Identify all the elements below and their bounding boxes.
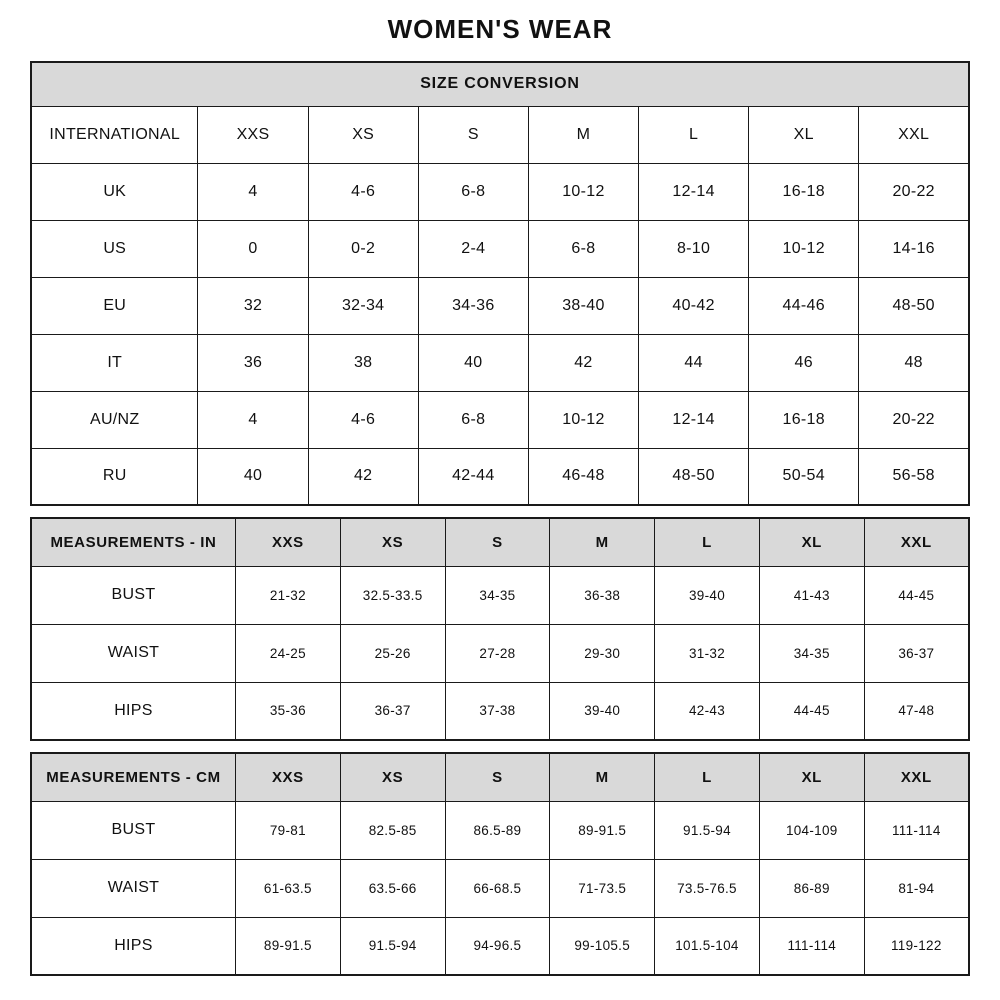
size-column-header: XL [759, 518, 864, 566]
table-row [31, 917, 969, 975]
value-cell: 29-30 [550, 624, 655, 682]
size-column-header: XS [340, 518, 445, 566]
value-cell: 37-38 [445, 682, 550, 740]
value-cell: 41-43 [759, 566, 864, 624]
size-column-header: XXL [864, 518, 969, 566]
value-cell: 39-40 [655, 566, 760, 624]
value-cell: 25-26 [340, 624, 445, 682]
value-cell: 82.5-85 [340, 801, 445, 859]
value-cell: 42 [308, 448, 418, 505]
table-row [31, 624, 969, 682]
value-cell: L [639, 106, 749, 163]
value-cell: 86.5-89 [445, 801, 550, 859]
table-row [31, 163, 969, 220]
value-cell: 6-8 [418, 163, 528, 220]
table-row [31, 682, 969, 740]
value-cell: 32.5-33.5 [340, 566, 445, 624]
value-cell: XL [749, 106, 859, 163]
row-label-cell: WAIST [31, 624, 235, 682]
row-label-cell: IT [31, 334, 198, 391]
value-cell: 39-40 [550, 682, 655, 740]
row-label-cell: UK [31, 163, 198, 220]
value-cell: S [418, 106, 528, 163]
size-conversion-table [30, 61, 970, 506]
value-cell: 42-44 [418, 448, 528, 505]
value-cell: 48-50 [639, 448, 749, 505]
row-label-cell: RU [31, 448, 198, 505]
table-title-row [31, 62, 969, 106]
value-cell: 32-34 [308, 277, 418, 334]
value-cell: 40 [198, 448, 308, 505]
value-cell: 46 [749, 334, 859, 391]
value-cell: 86-89 [759, 859, 864, 917]
value-cell: 4-6 [308, 391, 418, 448]
value-cell: XXL [859, 106, 969, 163]
size-column-header: S [445, 518, 550, 566]
value-cell: 40 [418, 334, 528, 391]
value-cell: 20-22 [859, 391, 969, 448]
value-cell: 36-38 [550, 566, 655, 624]
value-cell: 46-48 [528, 448, 638, 505]
value-cell: 2-4 [418, 220, 528, 277]
measurements-in-body [31, 566, 969, 740]
value-cell: 99-105.5 [550, 917, 655, 975]
value-cell: 10-12 [528, 391, 638, 448]
value-cell: 44-45 [759, 682, 864, 740]
size-column-header: XS [340, 753, 445, 801]
value-cell: 71-73.5 [550, 859, 655, 917]
value-cell: 47-48 [864, 682, 969, 740]
value-cell: 79-81 [235, 801, 340, 859]
value-cell: 101.5-104 [655, 917, 760, 975]
value-cell: 44-46 [749, 277, 859, 334]
value-cell: 21-32 [235, 566, 340, 624]
row-label-cell: INTERNATIONAL [31, 106, 198, 163]
size-column-header: XXS [235, 518, 340, 566]
value-cell: 61-63.5 [235, 859, 340, 917]
value-cell: 44-45 [864, 566, 969, 624]
value-cell: 32 [198, 277, 308, 334]
row-label-cell: EU [31, 277, 198, 334]
value-cell: 6-8 [418, 391, 528, 448]
value-cell: 35-36 [235, 682, 340, 740]
value-cell: 0-2 [308, 220, 418, 277]
row-label-cell: BUST [31, 566, 235, 624]
value-cell: 16-18 [749, 163, 859, 220]
size-column-header: M [550, 518, 655, 566]
value-cell: 10-12 [749, 220, 859, 277]
value-cell: 40-42 [639, 277, 749, 334]
value-cell: 38-40 [528, 277, 638, 334]
value-cell: 50-54 [749, 448, 859, 505]
value-cell: 38 [308, 334, 418, 391]
table-row [31, 859, 969, 917]
value-cell: 63.5-66 [340, 859, 445, 917]
table-row [31, 801, 969, 859]
value-cell: 89-91.5 [550, 801, 655, 859]
value-cell: 4 [198, 391, 308, 448]
value-cell: M [528, 106, 638, 163]
size-column-header: S [445, 753, 550, 801]
size-conversion-header [31, 62, 969, 106]
value-cell: 31-32 [655, 624, 760, 682]
value-cell: 24-25 [235, 624, 340, 682]
value-cell: XXS [198, 106, 308, 163]
value-cell: 4-6 [308, 163, 418, 220]
value-cell: 73.5-76.5 [655, 859, 760, 917]
value-cell: 111-114 [864, 801, 969, 859]
value-cell: 6-8 [528, 220, 638, 277]
row-label-cell: HIPS [31, 917, 235, 975]
value-cell: 34-36 [418, 277, 528, 334]
row-label-cell: HIPS [31, 682, 235, 740]
value-cell: 36-37 [340, 682, 445, 740]
size-conversion-body [31, 106, 969, 505]
value-cell: 81-94 [864, 859, 969, 917]
value-cell: 56-58 [859, 448, 969, 505]
measurements-in-table [30, 517, 970, 741]
table-header-row [31, 518, 969, 566]
measurements-cm-body [31, 801, 969, 975]
size-column-header: L [655, 518, 760, 566]
size-column-header: XXL [864, 753, 969, 801]
value-cell: 36-37 [864, 624, 969, 682]
value-cell: 14-16 [859, 220, 969, 277]
value-cell: 66-68.5 [445, 859, 550, 917]
size-conversion-title: SIZE CONVERSION [31, 62, 969, 106]
value-cell: 104-109 [759, 801, 864, 859]
table-row [31, 448, 969, 505]
value-cell: 10-12 [528, 163, 638, 220]
value-cell: 91.5-94 [340, 917, 445, 975]
table-row [31, 391, 969, 448]
value-cell: 20-22 [859, 163, 969, 220]
table-row [31, 334, 969, 391]
table-row [31, 566, 969, 624]
value-cell: 44 [639, 334, 749, 391]
size-column-header: L [655, 753, 760, 801]
value-cell: 42-43 [655, 682, 760, 740]
value-cell: 91.5-94 [655, 801, 760, 859]
size-column-header: M [550, 753, 655, 801]
value-cell: 48 [859, 334, 969, 391]
value-cell: 12-14 [639, 391, 749, 448]
size-column-header: XXS [235, 753, 340, 801]
table-row [31, 106, 969, 163]
value-cell: 4 [198, 163, 308, 220]
value-cell: 12-14 [639, 163, 749, 220]
row-label-cell: US [31, 220, 198, 277]
value-cell: 42 [528, 334, 638, 391]
row-label-cell: WAIST [31, 859, 235, 917]
value-cell: XS [308, 106, 418, 163]
table-label-header: MEASUREMENTS - IN [31, 518, 235, 566]
table-row [31, 277, 969, 334]
page-title: WOMEN'S WEAR [387, 14, 613, 44]
table-row [31, 220, 969, 277]
row-label-cell: BUST [31, 801, 235, 859]
value-cell: 0 [198, 220, 308, 277]
table-label-header: MEASUREMENTS - CM [31, 753, 235, 801]
value-cell: 89-91.5 [235, 917, 340, 975]
value-cell: 27-28 [445, 624, 550, 682]
value-cell: 94-96.5 [445, 917, 550, 975]
value-cell: 36 [198, 334, 308, 391]
size-column-header: XL [759, 753, 864, 801]
value-cell: 34-35 [759, 624, 864, 682]
value-cell: 48-50 [859, 277, 969, 334]
value-cell: 34-35 [445, 566, 550, 624]
measurements-in-header [31, 518, 969, 566]
value-cell: 119-122 [864, 917, 969, 975]
value-cell: 16-18 [749, 391, 859, 448]
measurements-cm-table [30, 752, 970, 976]
value-cell: 111-114 [759, 917, 864, 975]
table-header-row [31, 753, 969, 801]
measurements-cm-header [31, 753, 969, 801]
row-label-cell: AU/NZ [31, 391, 198, 448]
value-cell: 8-10 [639, 220, 749, 277]
